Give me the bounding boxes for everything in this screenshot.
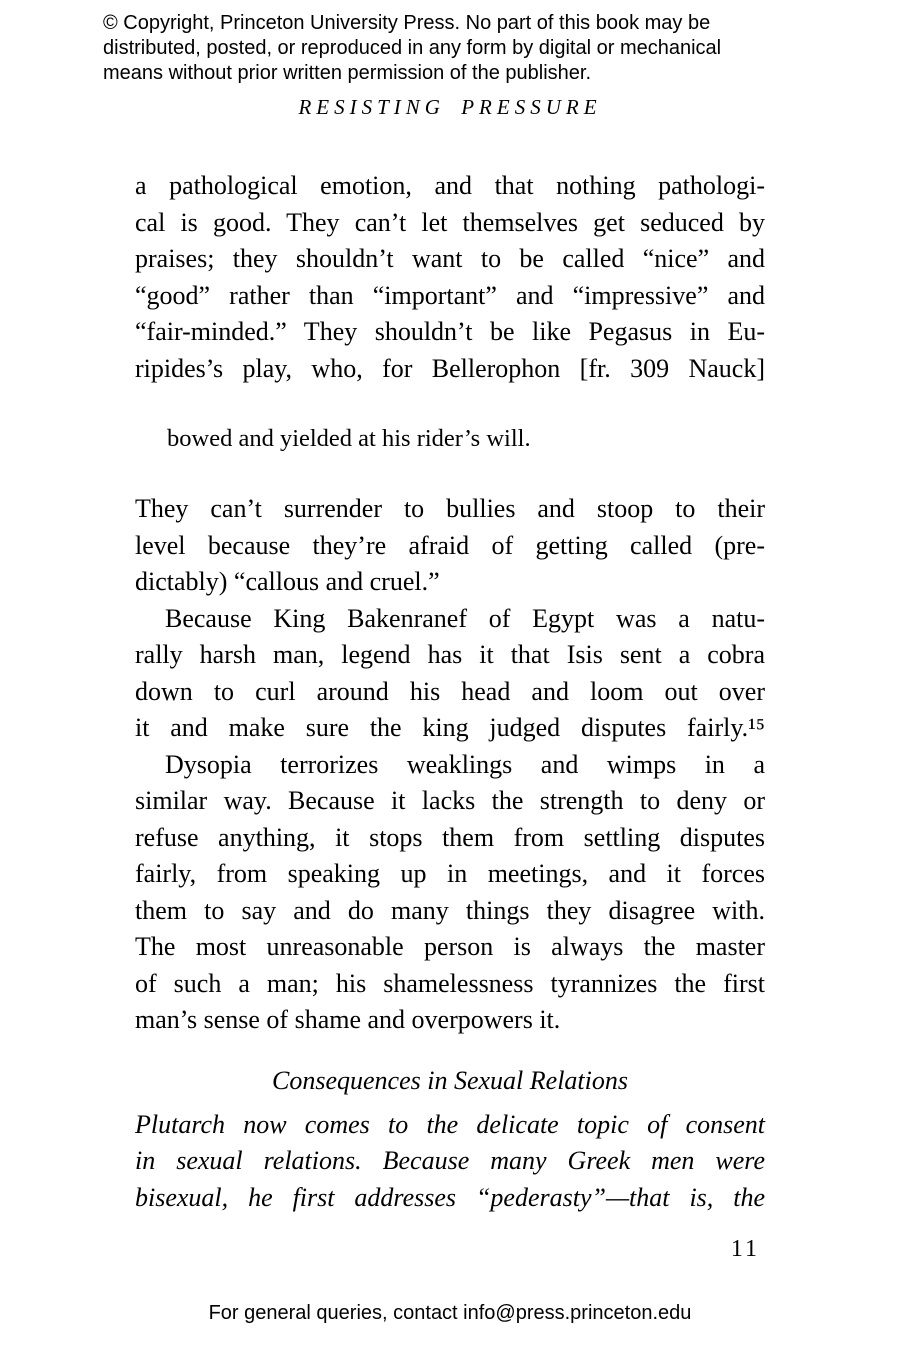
verse-quote: bowed and yielded at his rider’s will. [167, 425, 531, 452]
copyright-notice: © Copyright, Princeton University Press. No part of this book may be distributed, posted, or reproduced in any form by digital or mechanical means without prior written permission of the publisher. [103, 12, 722, 84]
paragraph-3: Because King Bakenranef of Egypt was a natu- rally harsh man, legend has it that Isis sent a cobra down to curl around his head and loom out over it and make sure the king judged disputes fairly.¹⁵ [135, 603, 765, 742]
paragraph-5: Plutarch now comes to the delicate topic of consent in sexual relations. Because many Greek men were bisexual, he first addresses “pederasty”—that is, the [135, 1109, 765, 1212]
section-heading: Consequences in Sexual Relations [272, 1065, 628, 1095]
paragraph-4: Dysopia terrorizes weaklings and wimps in a similar way. Because it lacks the strength to deny or refuse anything, it stops them from settling disputes fairly, from speaking up in meetings, and it forces them to say and do many things they disagree with. The most unreasonable person is always the master of such a man; his shamelessness tyrannizes the first man’s sense of shame and overpowers it. [135, 749, 765, 1034]
paragraph-2: They can’t surrender to bullies and stoop to their level because they’re afraid of getting called (pre- dictably) “callous and cruel.” [135, 494, 765, 596]
page-number: 11 [730, 1236, 760, 1262]
running-head: RESISTING PRESSURE [298, 95, 602, 119]
footer-contact: For general queries, contact info@press.princeton.edu [208, 1302, 692, 1324]
page-body [135, 168, 765, 1216]
paragraph-1: a pathological emotion, and that nothing pathologi- cal is good. They can’t let themselves get seduced by praises; they shouldn’t want to be called “nice” and “good” rather than “important” and “impressive” and “fair-minded.” They shouldn’t be like Pegasus in Eu- ripides’s play, who, for Bellerophon [fr. 309 Nauck] [135, 171, 765, 383]
